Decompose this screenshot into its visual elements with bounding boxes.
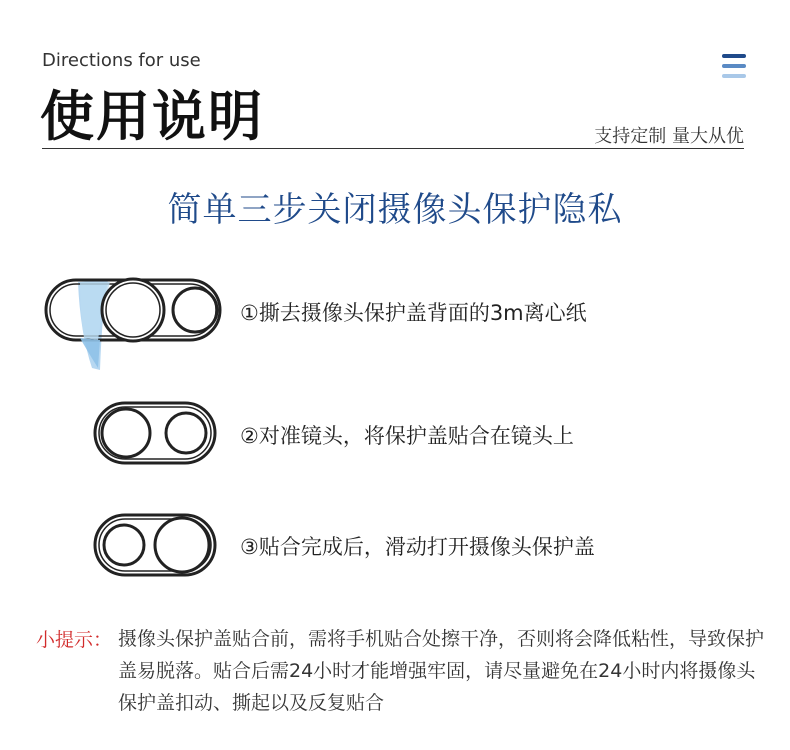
menu-icon[interactable] bbox=[722, 54, 746, 84]
camera-cover-peel-icon bbox=[40, 272, 230, 378]
subtitle-english: Directions for use bbox=[42, 50, 201, 71]
step-1-text: ①撕去摄像头保护盖背面的3m离心纸 bbox=[240, 301, 587, 325]
tip-label: 小提示： bbox=[36, 629, 113, 651]
page-title: 使用说明 bbox=[40, 85, 264, 148]
camera-cover-slide-icon bbox=[92, 512, 218, 578]
slogan: 支持定制 量大从优 bbox=[594, 126, 744, 147]
camera-cover-align-icon bbox=[92, 400, 218, 466]
header-divider bbox=[42, 148, 744, 149]
step-3-text: ③贴合完成后，滑动打开摄像头保护盖 bbox=[240, 535, 595, 559]
tip-text: 摄像头保护盖贴合前，需将手机贴合处擦干净，否则将会降低粘性，导致保护盖易脱落。贴合后需24小时才能增强牢固，请尽量避免在24小时内将摄像头保护盖扣动、撕起以及反复贴合 bbox=[118, 628, 765, 714]
menu-bar-3 bbox=[722, 74, 746, 78]
menu-bar-1 bbox=[722, 54, 746, 58]
menu-bar-2 bbox=[722, 64, 746, 68]
headline: 简单三步关闭摄像头保护隐私 bbox=[167, 190, 623, 230]
step-2-text: ②对准镜头，将保护盖贴合在镜头上 bbox=[240, 424, 574, 448]
